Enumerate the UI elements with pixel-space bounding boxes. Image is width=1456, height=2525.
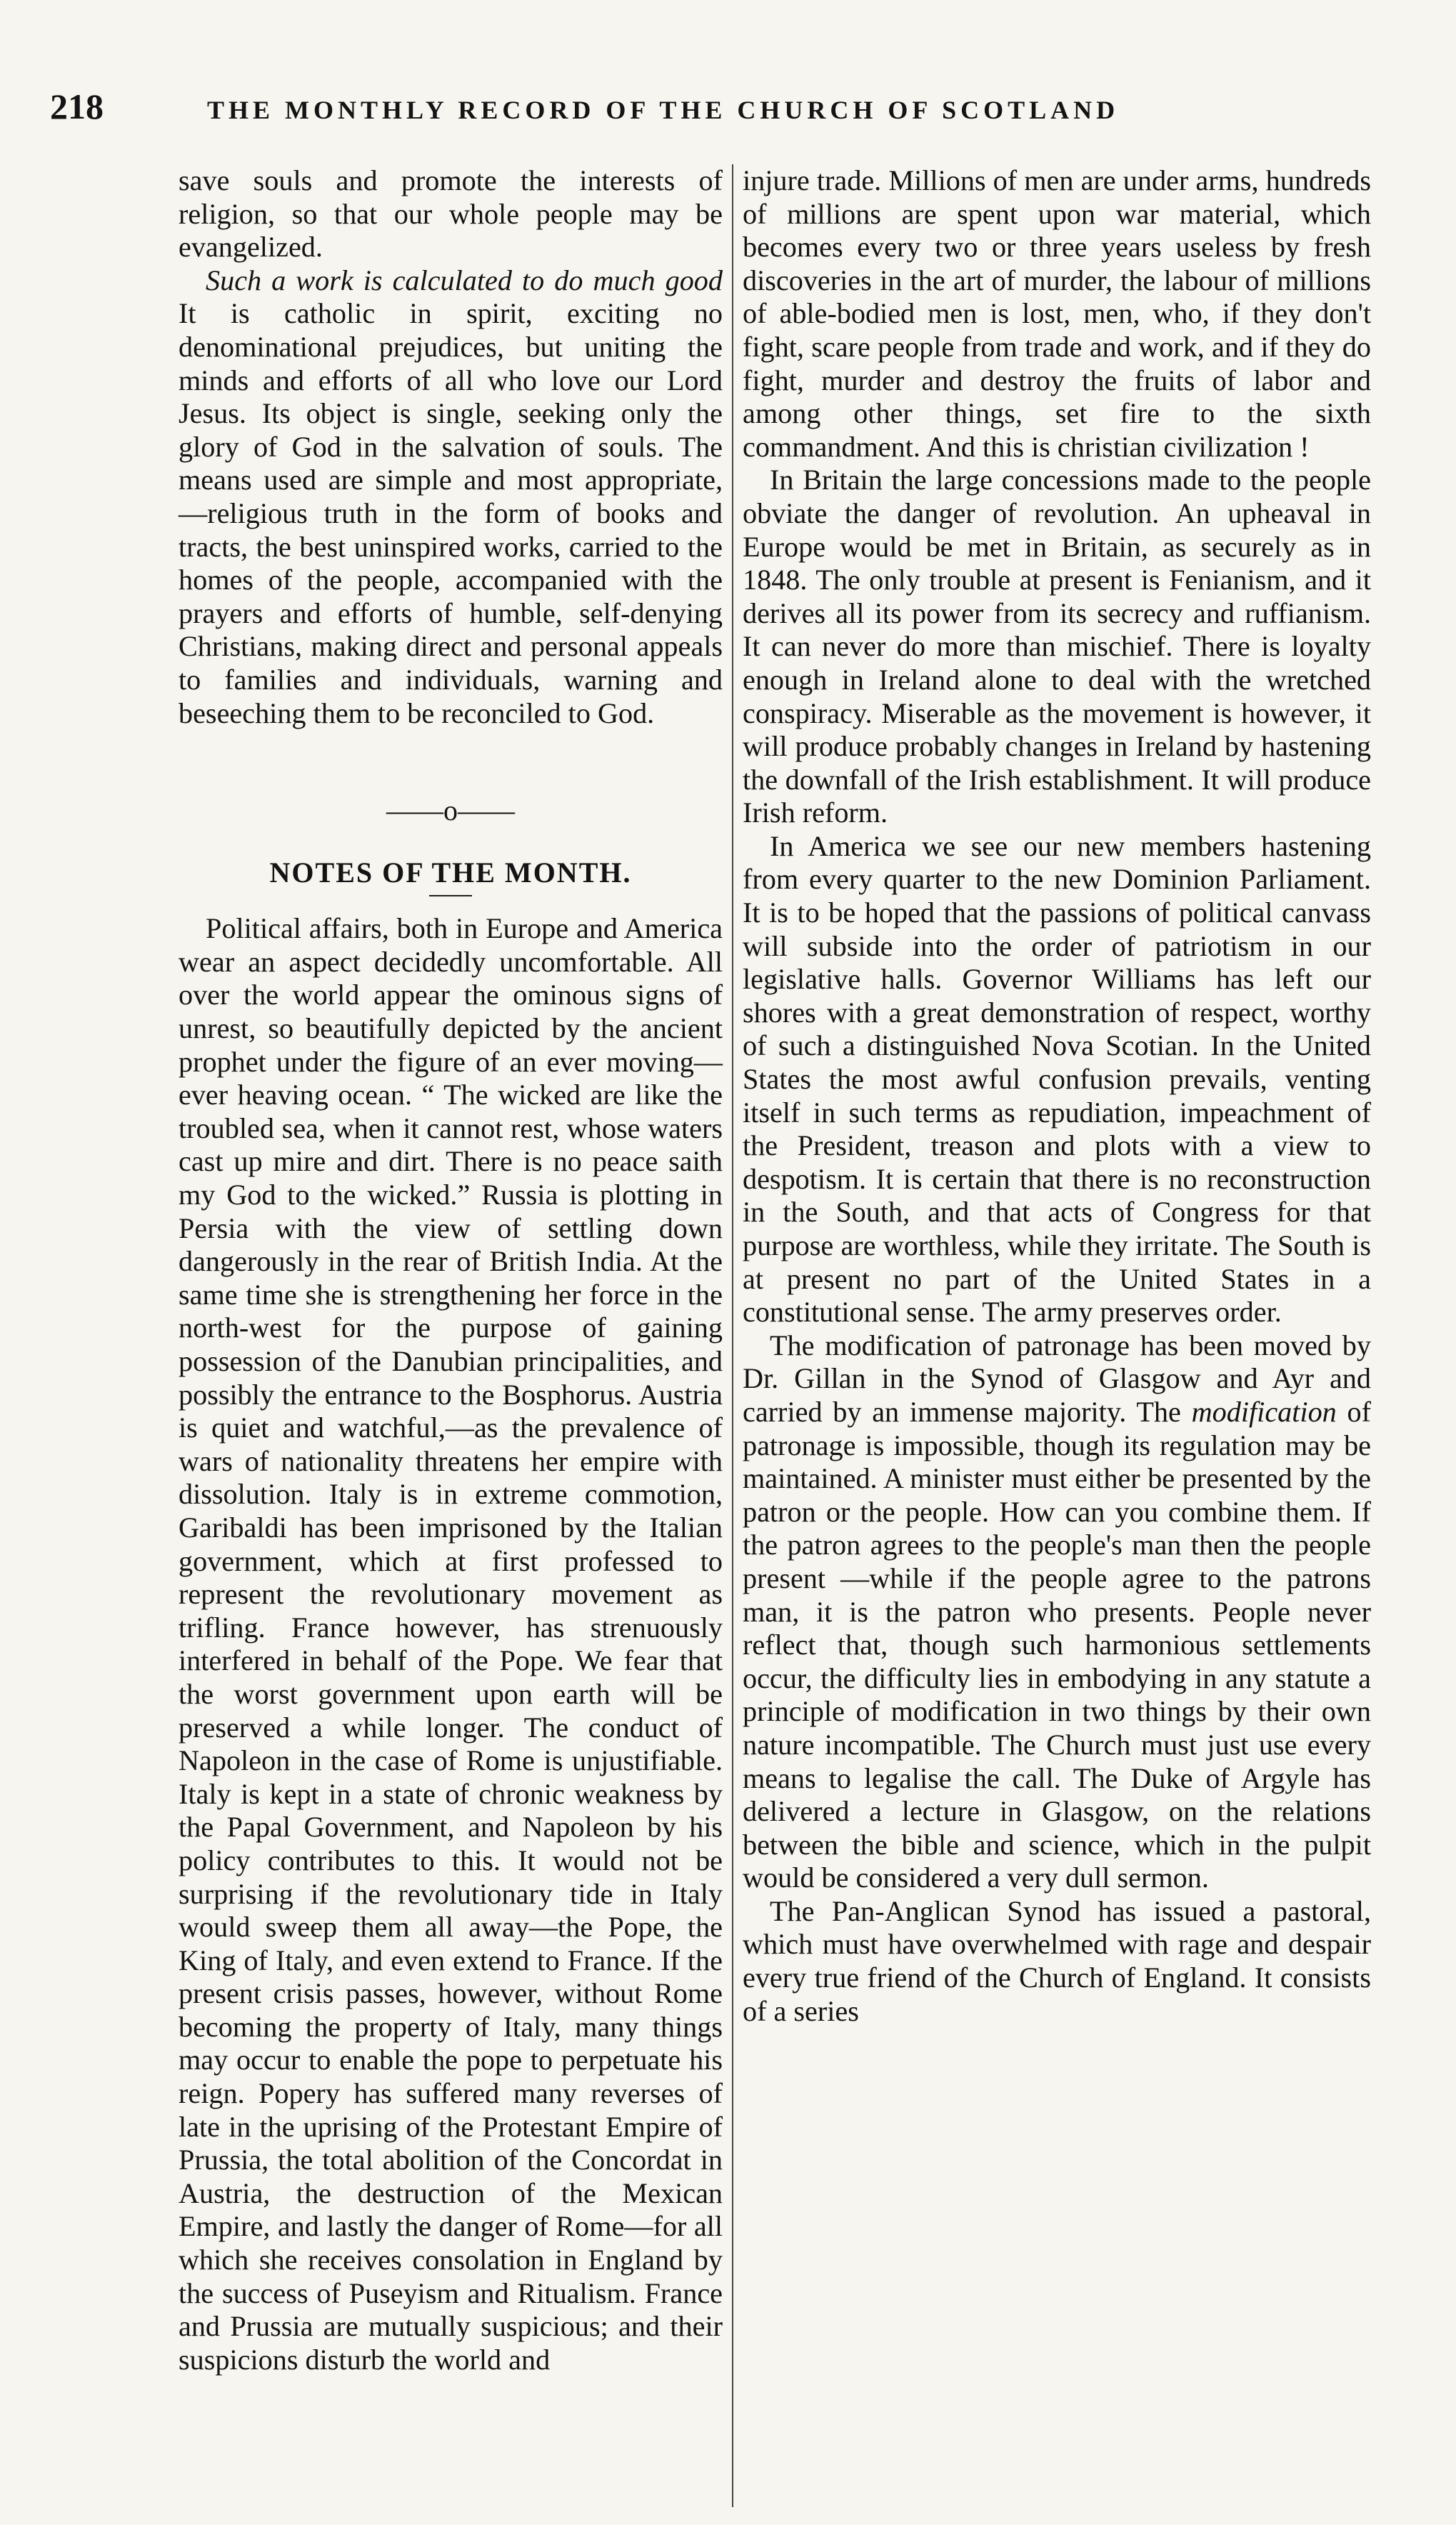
page-number: 218 bbox=[50, 86, 104, 126]
italic-word: modification bbox=[1191, 1395, 1337, 1428]
paragraph: save souls and promote the interests of religion, so that our whole people may be evangelized. bbox=[179, 164, 723, 264]
paragraph: In Britain the large concessions made to the people obviate the danger of revolution. An upheaval in Europe would be met in Britain, as securely as in 1848. The only trouble at present is Fenianism, and it derives all its power from its secrecy and ruffianism. It can never do more than mischief. There is loyalty enough in Ireland alone to deal with the wretched conspiracy. Miserable as the movement is however, it will produce probably changes in Ireland by hastening the downfall of the Irish establishment. It will produce Irish reform. bbox=[743, 464, 1371, 829]
paragraph bbox=[743, 1329, 1371, 1895]
paragraph: injure trade. Millions of men are under arms, hundreds of millions are spent upon war material, which becomes every two or three years useless by fresh discoveries in the art of murder, the labour of millions of able-bodied men is lost, men, who, if they don't fight, scare people from trade and work, and if they do fight, murder and destroy the fruits of labor and among other things, set fire to the sixth commandment. And this is christian civilization ! bbox=[743, 164, 1371, 463]
title-rule bbox=[429, 895, 472, 896]
paragraph: In America we see our new members hastening from every quarter to the new Dominion Parliament. It is to be hoped that the passions of political canvass will subside into the order of patriotism in our legislative halls. Governor Williams has left our shores with a great demonstration of respect, worthy of such a distinguished Nova Scotian. In the United States the most awful confusion prevails, venting itself in such terms as repudiation, impeachment of the President, treason and plots with a view to despotism. It is certain that there is no reconstruction in the South, and that acts of Congress for that purpose are worthless, while they irritate. The South is at present no part of the United States in a constitutional sense. The army preserves order. bbox=[743, 829, 1371, 1329]
paragraph-text: The modification of patronage has been moved by Dr. Gillan in the Synod of Glasgow and Ayr and carried by an immense majority. The bbox=[743, 1329, 1371, 1428]
paragraph-text: of patronage is impossible, though its regulation may be maintained. A minister must either be presented by the patron or the people. How can you combine them. If the patron agrees to the people's man then the people present —while if the people agree to the patrons man, it is the patron who presents. People never reflect that, though such harmonious settlements occur, the difficulty lies in embodying in any statute a principle of modification in two things by their own nature incompatible. The Church must just use every means to legalise the call. The Duke of Argyle has delivered a lecture in Glasgow, on the relations between the bible and science, which in the pulpit would be considered a very dull sermon. bbox=[743, 1395, 1371, 1894]
right-column bbox=[743, 164, 1371, 2028]
paragraph: The Pan-Anglican Synod has issued a pastoral, which must have overwhelmed with rage and despair every true friend of the Church of England. It consists of a series bbox=[743, 1894, 1371, 2027]
column-divider bbox=[732, 164, 733, 2507]
paragraph: Political affairs, both in Europe and America wear an aspect decidedly uncomfortable. All over the world appear the ominous signs of unrest, so beautifully depicted by the ancient prophet under the figure of an ever moving—ever heaving ocean. “ The wicked are like the troubled sea, when it cannot rest, whose waters cast up mire and dirt. There is no peace saith my God to the wicked.” Russia is plotting in Persia with the view of settling down dangerously in the rear of British India. At the same time she is strengthening her force in the north-west for the purpose of gaining possession of the Danubian principalities, and possibly the entrance to the Bosphorus. Austria is quiet and watchful,—as the prevalence of wars of nationality threatens her empire with dissolution. Italy is in extreme commotion, Garibaldi has been imprisoned by the Italian government, which at first professed to represent the revolutionary movement as trifling. France however, has strenuously interfered in behalf of the Pope. We fear that the worst government upon earth will be preserved a while longer. The conduct of Napoleon in the case of Rome is unjustifiable. Italy is kept in a state of chronic weakness by the Papal Government, and Napoleon by his policy contributes to this. It would not be surprising if the revolutionary tide in Italy would sweep them all away—the Pope, the King of Italy, and even extend to France. If the present crisis passes, however, without Rome becoming the property of Italy, many things may occur to enable the pope to perpetuate his reign. Popery has suffered many reverses of late in the uprising of the Protestant Empire of Prussia, the total abolition of the Concordat in Austria, the destruction of the Mexican Empire, and lastly the danger of Rome—for all which she receives consolation in England by the success of Puseyism and Ritualism. France and Prussia are mutually suspicious; and their suspicions disturb the world and bbox=[179, 912, 723, 2376]
italic-lead: Such a work is calculated to do much good bbox=[206, 264, 723, 296]
paragraph bbox=[179, 264, 723, 730]
page-header bbox=[50, 86, 1407, 127]
paragraph-text: It is catholic in spirit, exciting no denominational prejudices, but uniting the minds and efforts of all who love our Lord Jesus. Its object is single, seeking only the glory of God in the salvation of souls. The means used are simple and most appropriate,—religious truth in the form of books and tracts, the best uninspired works, carried to the homes of the people, accompanied with the prayers and efforts of humble, self-denying Christians, making direct and personal appeals to families and individuals, warning and beseeching them to be reconciled to God. bbox=[179, 297, 723, 729]
left-column bbox=[179, 164, 723, 2376]
running-head: THE MONTHLY RECORD OF THE CHURCH OF SCOTLAND bbox=[207, 96, 1120, 124]
section-title: NOTES OF THE MONTH. bbox=[269, 856, 632, 889]
section-separator: ——o—— bbox=[386, 794, 515, 827]
